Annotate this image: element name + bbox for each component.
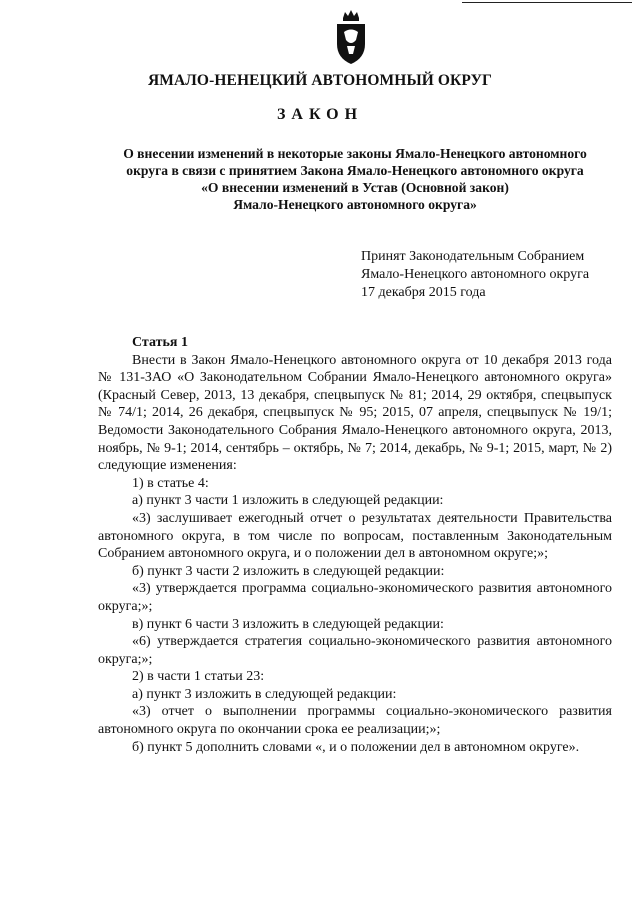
top-edge-line (462, 2, 632, 4)
adoption-note (361, 248, 589, 302)
paragraph: «3) отчет о выполнении программы социально-экономического развития автономного округа по окончании срока ее реализации;»; (98, 704, 612, 738)
paragraph: 1) в статье 4: (132, 475, 209, 491)
paragraph: а) пункт 3 части 1 изложить в следующей редакции: (132, 493, 444, 509)
law-title (70, 145, 640, 213)
title-line: О внесении изменений в некоторые законы Ямало-Ненецкого автономного (123, 146, 587, 161)
law-body (98, 334, 612, 756)
paragraph: «3) заслушивает ежегодный отчет о результатах деятельности Правительства автономного округа, в том числе по вопросам, поставленным Законодательным Собранием автономного округа, и о положении дел в автономном округе;»; (98, 510, 612, 562)
paragraph: Внести в Закон Ямало-Ненецкого автономного округа от 10 декабря 2013 года № 131-ЗАО «О Законодательном Собрании Ямало-Ненецкого автономного округа» (Красный Север, 2013, 13 декабря, спецвыпуск № 81; 2014, 29 октября, спецвыпуск № 74/1; 2014, 26 декабря, спецвыпуск № 95; 2015, 07 апреля, спецвыпуск № 19/1; Ведомости Законодательного Собрания Ямало-Ненецкого автономного округа, 2013, ноябрь, № 9-1; 2014, сентябрь – октябрь, № 7; 2014, декабрь, № 9-1; 2015, март, № 2) следующие изменения: (98, 352, 612, 474)
title-line: округа в связи с принятием Закона Ямало-Ненецкого автономного округа (126, 163, 584, 178)
coat-of-arms-icon (333, 8, 369, 66)
adoption-line: 17 декабря 2015 года (361, 285, 486, 300)
region-heading: ЯМАЛО-НЕНЕЦКИЙ АВТОНОМНЫЙ ОКРУГ (147, 72, 493, 89)
title-line: Ямало-Ненецкого автономного округа» (233, 197, 477, 212)
paragraph: в) пункт 6 части 3 изложить в следующей редакции: (132, 616, 444, 632)
paragraph: «3) утверждается программа социально-экономического развития автономного округа;»; (98, 581, 612, 614)
paragraph: а) пункт 3 изложить в следующей редакции: (132, 686, 397, 702)
paragraph: 2) в части 1 статьи 23: (132, 669, 265, 685)
adoption-line: Принят Законодательным Собранием (361, 249, 585, 264)
paragraph: б) пункт 3 части 2 изложить в следующей редакции: (132, 563, 445, 579)
article-heading: Статья 1 (132, 335, 188, 350)
paragraph: б) пункт 5 дополнить словами «, и о положении дел в автономном округе». (132, 739, 580, 755)
paragraph: «6) утверждается стратегия социально-экономического развития автономного округа;»; (98, 634, 612, 667)
document-type: ЗАКОН (276, 106, 364, 123)
title-line: «О внесении изменений в Устав (Основной закон) (201, 180, 509, 195)
adoption-line: Ямало-Ненецкого автономного округа (361, 267, 590, 282)
